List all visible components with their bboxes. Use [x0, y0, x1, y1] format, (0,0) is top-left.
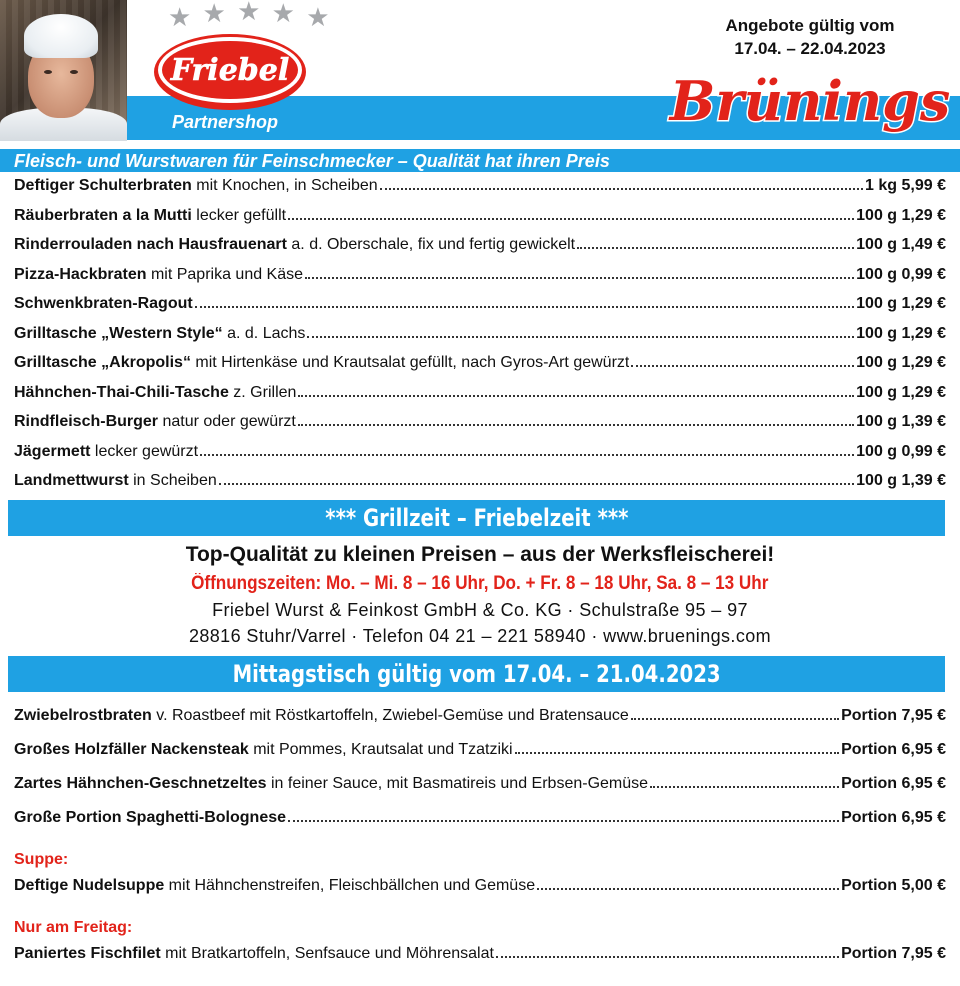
item-detail: mit Bratkartoffeln, Senfsauce und Möhrensalat	[160, 945, 494, 962]
item-price: 1 kg 5,99 €	[865, 177, 946, 194]
lunch-banner-text: Mittagstisch gültig vom 17.04. – 21.04.2023	[232, 660, 721, 688]
item-price: 100 g 1,49 €	[856, 236, 946, 253]
partnershop-label: Partnershop	[172, 112, 279, 132]
list-item	[14, 471, 946, 501]
list-item	[14, 324, 946, 354]
item-price: Portion 7,95 €	[841, 707, 946, 724]
list-item	[14, 353, 946, 383]
bruenings-logo-text: Brünings	[669, 69, 951, 133]
list-item	[14, 876, 946, 910]
list-item	[14, 235, 946, 265]
item-name: Schwenkbraten-Ragout	[14, 295, 193, 312]
dot-leader	[631, 365, 854, 367]
list-item	[14, 808, 946, 842]
item-detail: lecker gefüllt	[191, 206, 287, 224]
item-price: 100 g 1,29 €	[856, 206, 946, 224]
item-detail: lecker gewürzt	[90, 442, 199, 460]
dot-leader	[298, 424, 854, 426]
tagline: Top-Qualität zu kleinen Preisen – aus der Werksfleischerei!	[185, 543, 775, 566]
item-name: Hähnchen-Thai-Chili-Tasche	[14, 383, 229, 401]
soup-category-label: Suppe:	[14, 851, 69, 868]
section-title-meat: Fleisch- und Wurstwaren für Feinschmecker – Qualität hat ihren Preis	[0, 146, 960, 172]
dot-leader	[307, 336, 854, 338]
item-detail: in Scheiben	[128, 472, 217, 489]
item-name: Große Portion Spaghetti-Bolognese	[14, 809, 287, 826]
dot-leader	[305, 277, 854, 279]
item-price: 100 g 1,29 €	[856, 383, 946, 401]
item-detail: a. d. Lachs	[222, 324, 306, 342]
item-name: Deftiger Schulterbraten	[14, 177, 192, 194]
star-icon: ★	[237, 0, 263, 26]
item-name: Zwiebelrostbraten	[14, 707, 152, 724]
item-price: 100 g 0,99 €	[856, 265, 946, 283]
item-detail: natur oder gewürzt	[158, 413, 296, 430]
item-detail: z. Grillen	[228, 383, 297, 401]
dot-leader	[631, 718, 839, 720]
meat-offer-list	[14, 176, 946, 501]
offer-validity	[690, 14, 930, 60]
item-detail: mit Knochen, in Scheiben	[191, 177, 378, 194]
item-name: Räuberbraten a la Mutti	[14, 206, 192, 224]
item-price: 100 g 1,29 €	[856, 324, 946, 342]
item-name: Pizza-Hackbraten	[14, 265, 147, 283]
item-price: Portion 5,00 €	[841, 877, 946, 894]
item-name: Rinderrouladen nach Hausfrauenart	[14, 236, 287, 253]
list-item	[14, 206, 946, 236]
item-name: Rindfleisch-Burger	[14, 413, 159, 430]
item-detail: in feiner Sauce, mit Basmatireis und Erbsen-Gemüse	[266, 775, 649, 792]
grill-banner-text: *** Grillzeit – Friebelzeit ***	[324, 504, 629, 532]
grill-banner	[8, 500, 945, 536]
item-price: 100 g 1,29 €	[856, 354, 946, 371]
dot-leader	[577, 247, 854, 249]
dot-leader	[537, 888, 839, 890]
friebel-logo	[150, 30, 310, 116]
item-name: Grilltasche „Akropolis“	[14, 354, 191, 371]
address-line-1: Friebel Wurst & Feinkost GmbH & Co. KG · Schulstraße 95 – 97	[212, 600, 748, 620]
dot-leader	[298, 395, 854, 397]
item-detail: mit Paprika und Käse	[146, 265, 304, 283]
dot-leader	[200, 454, 854, 456]
dot-leader	[288, 820, 839, 822]
star-icon: ★	[202, 0, 228, 28]
validity-line-1: Angebote gültig vom	[725, 16, 895, 35]
opening-hours-text: Öffnungszeiten: Mo. – Mi. 8 – 16 Uhr, Do. + Fr. 8 – 18 Uhr, Sa. 8 – 13 Uhr	[191, 573, 769, 594]
item-name: Landmettwurst	[14, 472, 129, 489]
list-item	[14, 383, 946, 413]
dot-leader	[219, 483, 854, 485]
validity-line-2: 17.04. – 22.04.2023	[734, 39, 886, 58]
item-name: Jägermett	[14, 442, 91, 460]
dot-leader	[380, 188, 863, 190]
item-detail: v. Roastbeef mit Röstkartoffeln, Zwiebel-Gemüse und Bratensauce	[151, 707, 629, 724]
star-icon: ★	[168, 2, 194, 32]
star-icon: ★	[271, 0, 297, 28]
item-price: 100 g 1,39 €	[856, 472, 946, 489]
item-name: Großes Holzfäller Nackensteak	[14, 741, 249, 758]
dot-leader	[515, 752, 840, 754]
item-name: Deftige Nudelsuppe	[14, 877, 165, 894]
dot-leader	[195, 306, 854, 308]
friday-category-label: Nur am Freitag:	[14, 919, 133, 936]
item-name: Paniertes Fischfilet	[14, 945, 161, 962]
dot-leader	[288, 218, 854, 220]
list-item	[14, 442, 946, 472]
item-detail: mit Hähnchenstreifen, Fleischbällchen und Gemüse	[164, 877, 536, 894]
address-line-2: 28816 Stuhr/Varrel · Telefon 04 21 – 221 58940 · www.bruenings.com	[188, 626, 772, 646]
item-name: Grilltasche „Western Style“	[14, 324, 223, 342]
lunch-menu-list	[14, 706, 946, 978]
item-price: 100 g 1,29 €	[856, 295, 946, 312]
list-item	[14, 176, 946, 206]
item-price: 100 g 1,39 €	[856, 413, 946, 430]
company-info	[0, 540, 960, 649]
item-price: Portion 7,95 €	[841, 945, 946, 962]
list-item	[14, 265, 946, 295]
list-item	[14, 412, 946, 442]
item-detail: mit Pommes, Krautsalat und Tzatziki	[248, 741, 513, 758]
butcher-photo	[0, 0, 127, 141]
list-item	[14, 774, 946, 808]
friebel-logo-text: Friebel	[170, 53, 290, 88]
item-detail: a. d. Oberschale, fix und fertig gewickelt	[286, 236, 576, 253]
item-price: Portion 6,95 €	[841, 809, 946, 826]
rating-stars	[168, 0, 332, 32]
list-item	[14, 740, 946, 774]
item-price: Portion 6,95 €	[841, 741, 946, 758]
item-detail: mit Hirtenkäse und Krautsalat gefüllt, nach Gyros-Art gewürzt	[190, 354, 630, 371]
item-price: 100 g 0,99 €	[856, 442, 946, 460]
list-item	[14, 294, 946, 324]
opening-hours	[0, 570, 960, 597]
item-price: Portion 6,95 €	[841, 775, 946, 792]
item-name: Zartes Hähnchen-Geschnetzeltes	[14, 775, 267, 792]
lunch-banner	[8, 656, 945, 692]
dot-leader	[496, 956, 839, 958]
list-item	[14, 706, 946, 740]
bruenings-logo	[660, 64, 960, 140]
list-item	[14, 944, 946, 978]
dot-leader	[650, 786, 839, 788]
star-icon: ★	[306, 2, 332, 32]
